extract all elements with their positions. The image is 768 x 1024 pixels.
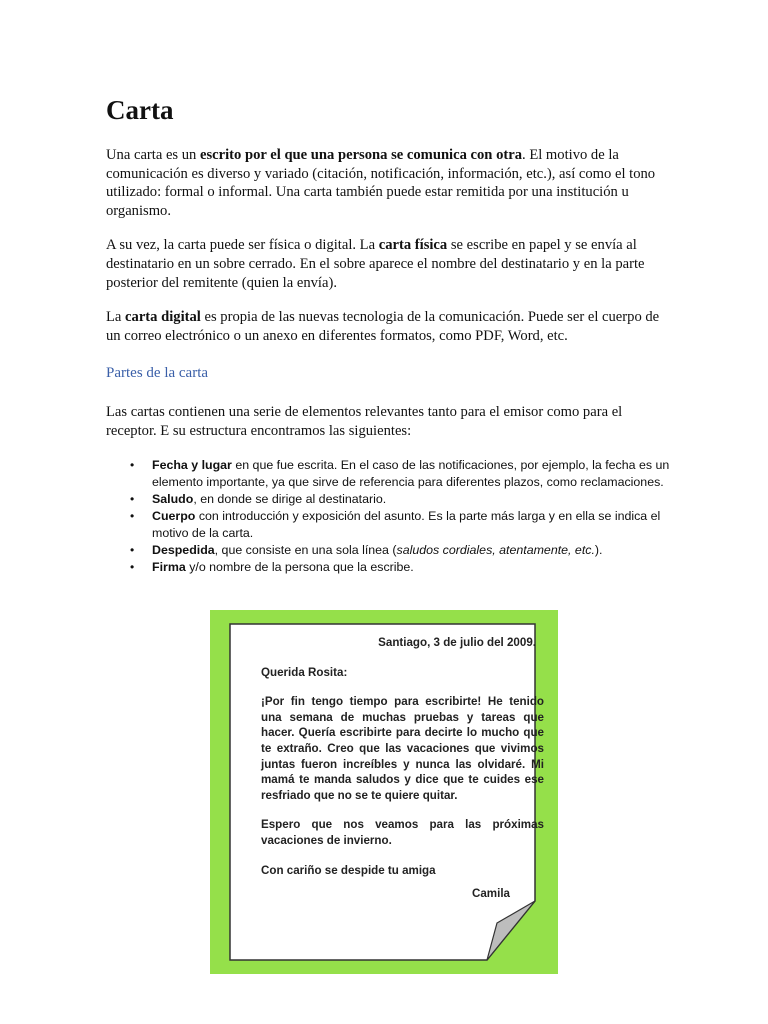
list-item <box>130 491 672 508</box>
list-item-italic-examples: saludos cordiales, atentamente, etc. <box>396 542 595 557</box>
letter-closing-wish: Espero que nos veamos para las próximas vacaciones de invierno. <box>261 818 544 847</box>
list-item-text: , en donde se dirige al destinatario. <box>193 491 387 506</box>
letter-date: Santiago, 3 de julio del 2009. <box>378 636 536 649</box>
physical-text-end: se escribe en papel y se envía al destinatario en un sobre cerrado. En el sobre aparece el nombre del destinatario y en la parte posterior del remitente (quien la envía). <box>106 237 645 291</box>
page-title: Carta <box>106 95 174 125</box>
list-item-term: Despedida <box>152 542 215 557</box>
digital-text-end: es propia de las nuevas tecnologia de la comunicación. Puede ser el cuerpo de un correo electrónico o un anexo en diferentes formatos, como PDF, Word, etc. <box>106 309 660 344</box>
parts-list <box>106 457 672 576</box>
list-item-text: y/o nombre de la persona que la escribe. <box>185 559 414 574</box>
letter-text <box>261 635 544 902</box>
list-item-text: en que fue escrita. En el caso de las notificaciones, por ejemplo, la fecha es un elemento importante, ya que sirve de referencia para diferentes plazos, como reclamaciones. <box>152 457 670 489</box>
intro-bold-definition: escrito por el que una persona se comunica con otra <box>200 147 523 163</box>
intro-paragraph <box>106 146 666 220</box>
letter-signature: Camila <box>471 887 510 901</box>
list-item-term: Cuerpo <box>152 508 196 523</box>
list-item-term: Saludo <box>152 491 194 506</box>
bullet-icon: • <box>130 508 135 523</box>
letter-farewell: Con cariño se despide tu amiga <box>261 863 436 877</box>
list-item <box>130 542 672 559</box>
letter-paper <box>229 623 544 961</box>
list-item <box>130 457 672 491</box>
letter-salutation: Querida Rosita: <box>261 665 348 679</box>
list-item-text: con introducción y exposición del asunto. Es la parte más larga y en ella se indica el motivo de la carta. <box>152 508 661 540</box>
list-item-text: , que consiste en una sola línea ( <box>214 542 397 557</box>
parts-intro-paragraph: Las cartas contienen una serie de elementos relevantes tanto para el emisor como para el receptor. E su estructura encontramos las siguientes: <box>106 404 623 439</box>
list-item <box>130 559 672 576</box>
section-heading-parts: Partes de la carta <box>106 365 209 382</box>
bullet-icon: • <box>130 491 135 506</box>
document-page <box>106 92 670 576</box>
bullet-icon: • <box>130 457 135 472</box>
physical-bold-term: carta física <box>378 237 448 254</box>
digital-bold-term: carta digital <box>125 309 201 326</box>
letter-body: ¡Por fin tengo tiempo para escribirte! He tenido una semana de muchas pruebas y tareas que hacer. Quería escribirte para decirte lo mucho que te extraño. Creo que las vacaciones que vivimos juntas fueron increíbles y nunca las olvidaré. Mi mamá te manda saludos y dice que te cuides ese resfriado que no se te quiere quitar. <box>261 695 544 802</box>
physical-text-start: A su vez, la carta puede ser física o digital. La <box>106 237 379 254</box>
bullet-icon: • <box>130 559 135 574</box>
letter-illustration <box>210 610 558 974</box>
intro-text-start: Una carta es un <box>106 147 201 163</box>
physical-digital-paragraph <box>106 236 666 292</box>
list-item-text-end: ). <box>594 542 603 557</box>
list-item-term: Fecha y lugar <box>152 457 232 472</box>
list-item <box>130 508 672 542</box>
digital-text-start: La <box>106 309 126 326</box>
digital-paragraph <box>106 308 666 345</box>
intro-text-end: . El motivo de la comunicación es diverso y variado (citación, notificación, información, etc.), así como el tono utilizado: formal o informal. Una carta también puede estar remitida por una institución u organismo. <box>106 147 656 219</box>
list-item-term: Firma <box>152 559 186 574</box>
bullet-icon: • <box>130 542 135 557</box>
